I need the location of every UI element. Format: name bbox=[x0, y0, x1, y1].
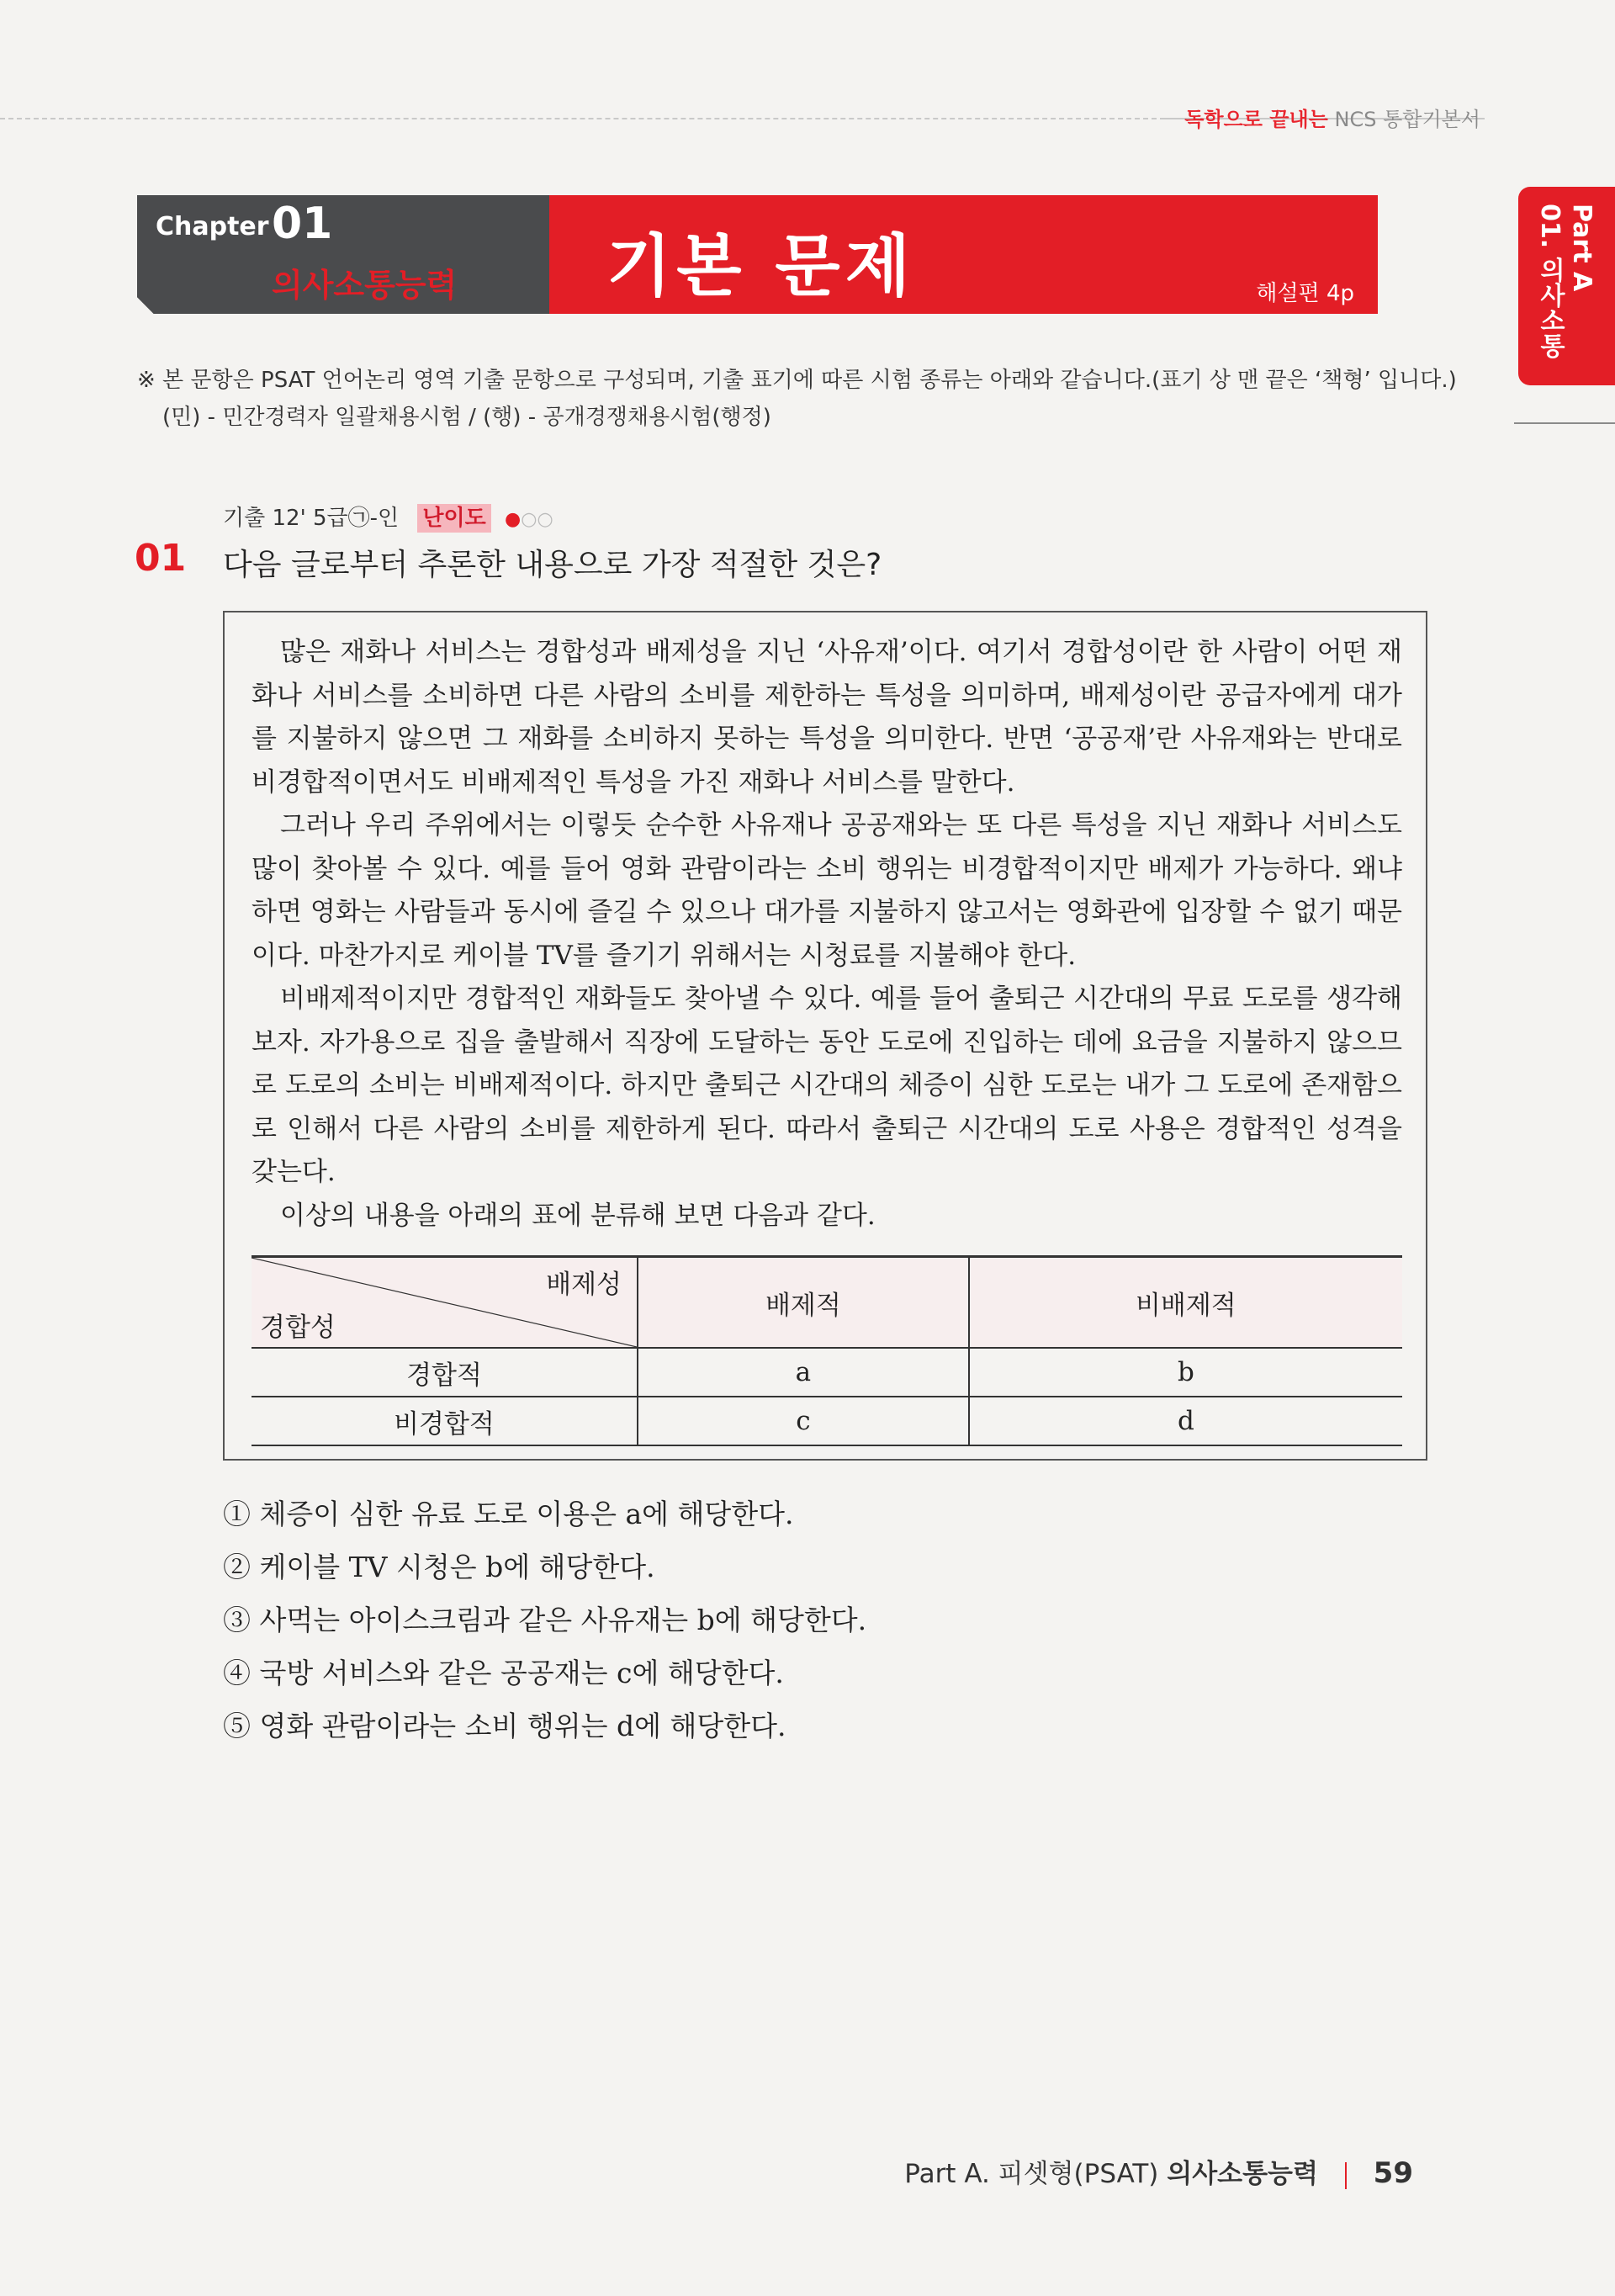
page-title: 기본 문제 bbox=[606, 227, 915, 305]
corner-label-rivalry: 경합성 bbox=[260, 1312, 336, 1343]
table-row bbox=[252, 1348, 1402, 1397]
exam-note bbox=[137, 362, 1457, 436]
passage-paragraph: 그러나 우리 주위에서는 이렇듯 순수한 사유재나 공공재와는 또 다른 특성을 지닌 재화나 서비스도 많이 찾아볼 수 있다. 예를 들어 영화 관람이라는 소비 행위는 비경합적이지만 배제가 가능하다. 왜냐하면 영화는 사람들과 동시에 즐길 수 있으나 대가를 지불하지 않고서는 영화관에 입장할 수 없기 때문이다. 마찬가지로 케이블 TV를 즐기기 위해서는 시청료를 지불해야 한다. bbox=[252, 810, 1402, 971]
chapter-number: 01 bbox=[272, 199, 333, 249]
difficulty-dot-filled: ● bbox=[505, 509, 522, 530]
table-header-row bbox=[252, 1257, 1402, 1349]
question-meta bbox=[223, 501, 553, 532]
table-cell: d bbox=[969, 1397, 1402, 1445]
table-row bbox=[252, 1397, 1402, 1445]
corner-label-exclusivity: 배제성 bbox=[546, 1270, 622, 1300]
exam-note-line1: ※ 본 문항은 PSAT 언어논리 영역 기출 문항으로 구성되며, 기출 표기에 따른 시험 종류는 아래와 같습니다.(표기 상 맨 끝은 ‘책형’ 입니다.) bbox=[137, 368, 1457, 393]
page-number: 59 bbox=[1373, 2156, 1413, 2190]
row-label: 경합적 bbox=[252, 1348, 638, 1397]
passage-paragraph: 비배제적이지만 경합적인 재화들도 찾아낼 수 있다. 예를 들어 출퇴근 시간대의 무료 도로를 생각해보자. 자가용으로 집을 출발해서 직장에 도달하는 동안 도로에 진입하는 데에 요금을 지불하지 않으므로 도로의 소비는 비배제적이다. 하지만 출퇴근 시간대의 체증이 심한 도로는 내가 그 도로에 존재함으로 인해서 다른 사람의 소비를 제한하게 된다. 따라서 출퇴근 시간대의 도로 사용은 경합적인 성격을 갖는다. bbox=[252, 984, 1402, 1187]
table-header-nonexcludable: 비배제적 bbox=[969, 1257, 1402, 1349]
book-title-highlight: 독학으로 끝내는 bbox=[1184, 108, 1328, 131]
table-header-excludable: 배제적 bbox=[638, 1257, 969, 1349]
chapter-subject: 의사소통능력 bbox=[272, 267, 458, 304]
book-title bbox=[1184, 103, 1480, 132]
page-footer bbox=[904, 2152, 1413, 2190]
table-cell: b bbox=[969, 1348, 1402, 1397]
answer-options bbox=[223, 1487, 866, 1752]
answer-reference: 해설편 4p bbox=[1256, 281, 1354, 306]
footer-separator bbox=[1345, 2162, 1347, 2189]
chapter-label: Chapter bbox=[156, 212, 269, 241]
footer-subject: 의사소통능력 bbox=[1167, 2159, 1318, 2189]
book-title-rest: NCS 통합기본서 bbox=[1334, 108, 1480, 131]
table-corner-cell bbox=[252, 1257, 638, 1349]
table-cell: a bbox=[638, 1348, 969, 1397]
side-tab-text bbox=[1533, 204, 1597, 358]
difficulty-dot-empty: ○ bbox=[537, 509, 553, 530]
question-number: 01 bbox=[135, 537, 187, 580]
passage-paragraph: 많은 재화나 서비스는 경합성과 배제성을 지닌 ‘사유재’이다. 여기서 경합성이란 한 사람이 어떤 재화나 서비스를 소비하면 다른 사람의 소비를 제한하는 특성을 의미하며, 배제성이란 공급자에게 대가를 지불하지 않으면 그 재화를 소비하지 못하는 특성을 의미한다. 반면 ‘공공재’란 사유재와는 반대로 비경합적이면서도 비배제적인 특성을 가진 재화나 서비스를 말한다. bbox=[252, 637, 1402, 798]
footer-part: Part A. 피셋형(PSAT) bbox=[904, 2159, 1159, 2189]
difficulty-badge: 난이도 bbox=[417, 504, 490, 533]
row-label: 비경합적 bbox=[252, 1397, 638, 1445]
passage bbox=[252, 631, 1402, 1238]
part-side-tab bbox=[1518, 187, 1615, 385]
side-tab-part: Part A bbox=[1567, 204, 1596, 292]
answer-option[interactable]: ④ 국방 서비스와 같은 공공재는 c에 해당한다. bbox=[223, 1657, 784, 1689]
chapter-banner bbox=[137, 195, 1378, 314]
classification-table bbox=[252, 1255, 1402, 1446]
table-cell: c bbox=[638, 1397, 969, 1445]
question-source: 기출 12' 5급㉠-인 bbox=[223, 506, 400, 531]
answer-option[interactable]: ① 체증이 심한 유료 도로 이용은 a에 해당한다. bbox=[223, 1498, 794, 1530]
answer-option[interactable]: ② 케이블 TV 시청은 b에 해당한다. bbox=[223, 1551, 655, 1583]
difficulty-dots bbox=[505, 509, 553, 530]
answer-option[interactable]: ③ 사먹는 아이스크림과 같은 사유재는 b에 해당한다. bbox=[223, 1604, 867, 1636]
side-tab-section: 01. 의사소통 bbox=[1535, 204, 1565, 358]
header-rule bbox=[0, 118, 1165, 119]
passage-box bbox=[223, 611, 1427, 1461]
exam-note-line2: (민) - 민간경력자 일괄채용시험 / (행) - 공개경쟁채용시험(행정) bbox=[162, 405, 771, 430]
difficulty-dot-empty: ○ bbox=[521, 509, 537, 530]
question-prompt: 다음 글로부터 추론한 내용으로 가장 적절한 것은? bbox=[223, 548, 882, 582]
passage-paragraph: 이상의 내용을 아래의 표에 분류해 보면 다음과 같다. bbox=[280, 1200, 876, 1231]
side-rule bbox=[1514, 422, 1615, 424]
answer-option[interactable]: ⑤ 영화 관람이라는 소비 행위는 d에 해당한다. bbox=[223, 1710, 786, 1742]
